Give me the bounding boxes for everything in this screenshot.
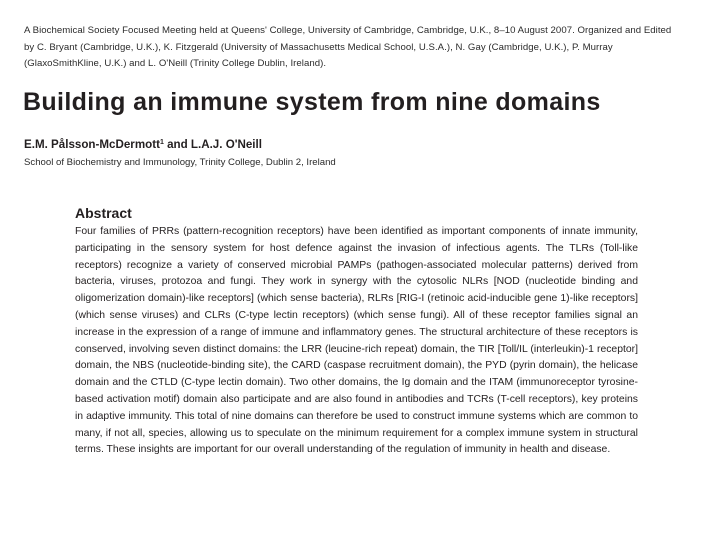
author-separator: and — [163, 138, 191, 151]
author-name: L.A.J. O'Neill — [190, 138, 262, 151]
author-name: E.M. Pålsson-McDermott — [24, 138, 160, 151]
author-affiliation: School of Biochemistry and Immunology, Trinity College, Dublin 2, Ireland — [24, 157, 336, 168]
author-list — [24, 138, 262, 151]
affiliation-marker: 1 — [159, 139, 164, 146]
meeting-note: A Biochemical Society Focused Meeting held at Queens' College, University of Cambridge, Cambridge, U.K., 8–10 August 2007. Organized and Edited by C. Bryant (Cambridge, U.K.), K. Fitzgerald (University of Massachusetts Medical School, U.S.A.), N. Gay (Cambridge, U.K.), P. Murray (GlaxoSmithKline, U.K.) and L. O'Neill (Trinity College Dublin, Ireland). — [24, 25, 672, 69]
abstract-heading: Abstract — [75, 205, 132, 221]
abstract-body: Four families of PRRs (pattern-recognition receptors) have been identified as important components of innate immunity, participating in the sensory system for host defence against the invasion of infectious agents. The TLRs (Toll-like receptors) recognize a variety of conserved microbial PAMPs (pathogen-associated molecular patterns) derived from bacteria, viruses, protozoa and fungi. They work in synergy with the cytosolic NLRs [NOD (nucleotide binding and oligomerization domain)-like receptors] (which sense bacteria), RLRs [RIG-I (retinoic acid-inducible gene 1)-like receptors] (which sense viruses) and CLRs (C-type lectin receptors) (which sense fungi). All of these receptor families signal an increase in the expression of a range of immune and inflammatory genes. The structural architecture of these receptors is conserved, involving seven distinct domains: the LRR (leucine-rich repeat) domain, the TIR [Toll/IL (interleukin)-1 receptor] domain, the NBS (nucleotide-binding site), the CARD (caspase recruitment domain), the PYD (pyrin domain), the helicase domain and the CTLD (C-type lectin domain). Two other domains, the Ig domain and the ITAM (immunoreceptor tyrosine-based activation motif) domain also participate and are also found in antibodies and TCRs (T-cell receptors), key proteins in adaptive immunity. This total of nine domains can therefore be used to construct immune systems which are common to many, if not all, species, allowing us to speculate on the minimum requirement for a complex immune system in structural terms. These insights are important for our overall understanding of the regulation of immunity in health and disease. — [75, 226, 638, 456]
abstract-section — [75, 205, 638, 459]
article-title: Building an immune system from nine domains — [23, 88, 601, 116]
